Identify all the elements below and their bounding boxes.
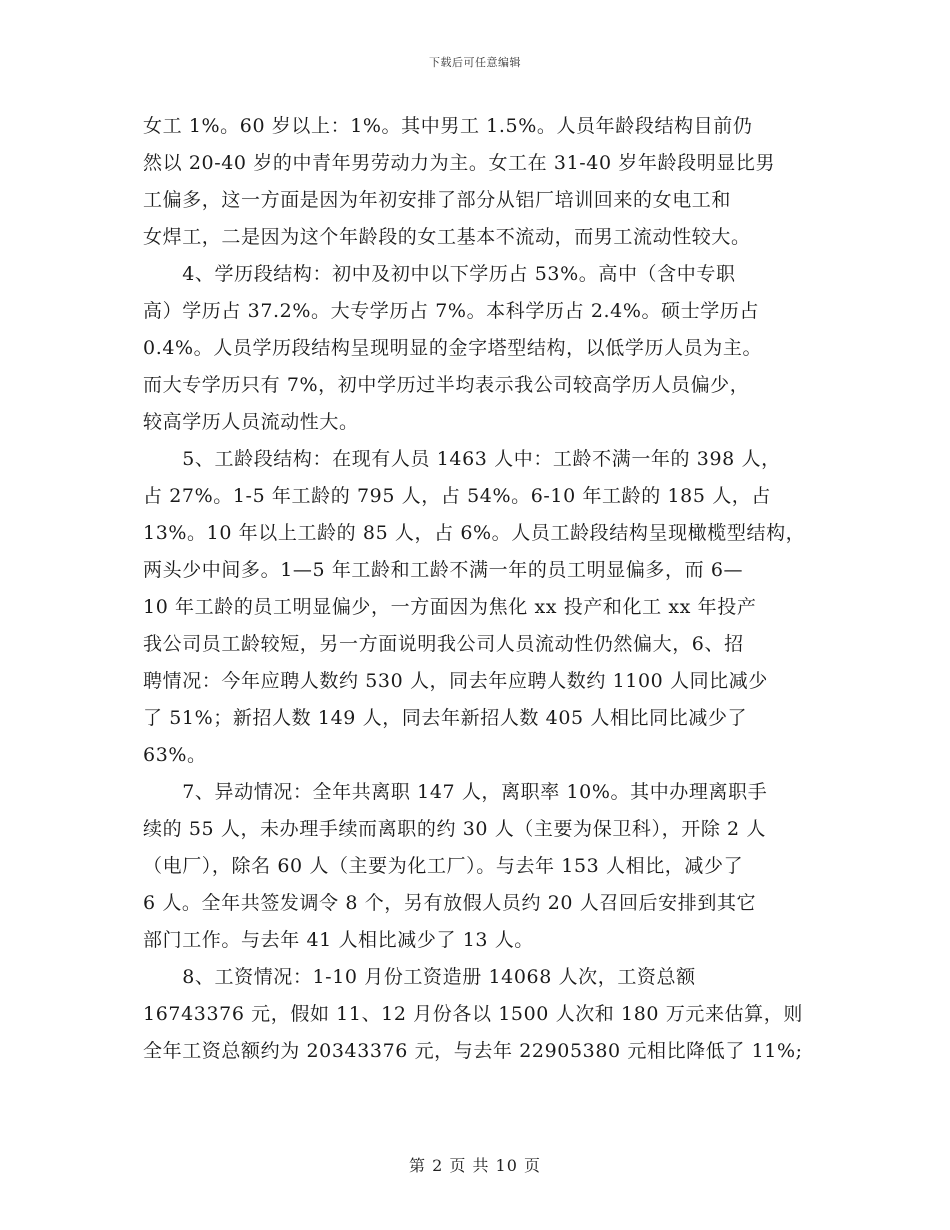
body-line: 女工 1%。60 岁以上：1%。其中男工 1.5%。人员年龄段结构目前仍 (143, 115, 753, 137)
body-line: 占 27%。1-5 年工龄的 795 人，占 54%。6-10 年工龄的 185 人，占 (143, 485, 771, 507)
body-line: 部门工作。与去年 41 人相比减少了 13 人。 (143, 929, 534, 951)
body-line: 续的 55 人，未办理手续而离职的约 30 人（主要为保卫科），开除 2 人 (143, 818, 766, 840)
body-line: 16743376 元，假如 11、12 月份各以 1500 人次和 180 万元来估算，则 (143, 1003, 803, 1025)
body-line: 较高学历人员流动性大。 (143, 411, 359, 433)
section-7-heading-line: 7、异动情况：全年共离职 147 人，离职率 10%。其中办理离职手 (143, 781, 768, 803)
body-line: 10 年工龄的员工明显偏少，一方面因为焦化 xx 投产和化工 xx 年投产 (143, 596, 757, 618)
body-line: 聘情况：今年应聘人数约 530 人，同去年应聘人数约 1100 人同比减少 (143, 670, 768, 692)
section-4-heading-line: 4、学历段结构：初中及初中以下学历占 53%。高中（含中专职 (143, 263, 736, 285)
body-line: 而大专学历只有 7%，初中学历过半均表示我公司较高学历人员偏少， (143, 374, 750, 396)
body-line: 了 51%；新招人数 149 人，同去年新招人数 405 人相比同比减少了 (143, 707, 748, 729)
body-line: （电厂），除名 60 人（主要为化工厂）。与去年 153 人相比，减少了 (143, 855, 744, 877)
section-5-heading-line: 5、工龄段结构：在现有人员 1463 人中：工龄不满一年的 398 人， (143, 448, 781, 470)
body-line: 两头少中间多。1—5 年工龄和工龄不满一年的员工明显偏多，而 6— (143, 559, 744, 581)
body-line: 13%。10 年以上工龄的 85 人，占 6%。人员工龄段结构呈现橄榄型结构， (143, 522, 806, 544)
body-line: 6 人。全年共签发调令 8 个，另有放假人员约 20 人召回后安排到其它 (143, 892, 757, 914)
body-line: 然以 20-40 岁的中青年男劳动力为主。女工在 31-40 岁年龄段明显比男 (143, 152, 776, 174)
body-line: 全年工资总额约为 20343376 元，与去年 22905380 元相比降低了 11%; (143, 1040, 803, 1062)
page-header: 下载后可任意编辑 (429, 56, 521, 69)
page-number-footer: 第 2 页 共 10 页 (409, 1156, 541, 1175)
body-line: 63%。 (143, 744, 207, 766)
body-line: 高）学历占 37.2%。大专学历占 7%。本科学历占 2.4%。硕士学历占 (143, 300, 760, 322)
section-8-heading-line: 8、工资情况：1-10 月份工资造册 14068 人次，工资总额 (143, 966, 696, 988)
document-body (143, 108, 815, 1070)
body-line: 0.4%。人员学历段结构呈现明显的金字塔型结构，以低学历人员为主。 (143, 337, 763, 359)
body-line: 女焊工，二是因为这个年龄段的女工基本不流动，而男工流动性较大。 (143, 226, 751, 248)
body-line: 工偏多，这一方面是因为年初安排了部分从铝厂培训回来的女电工和 (143, 189, 732, 211)
body-line: 我公司员工龄较短，另一方面说明我公司人员流动性仍然偏大，6、招 (143, 633, 744, 655)
